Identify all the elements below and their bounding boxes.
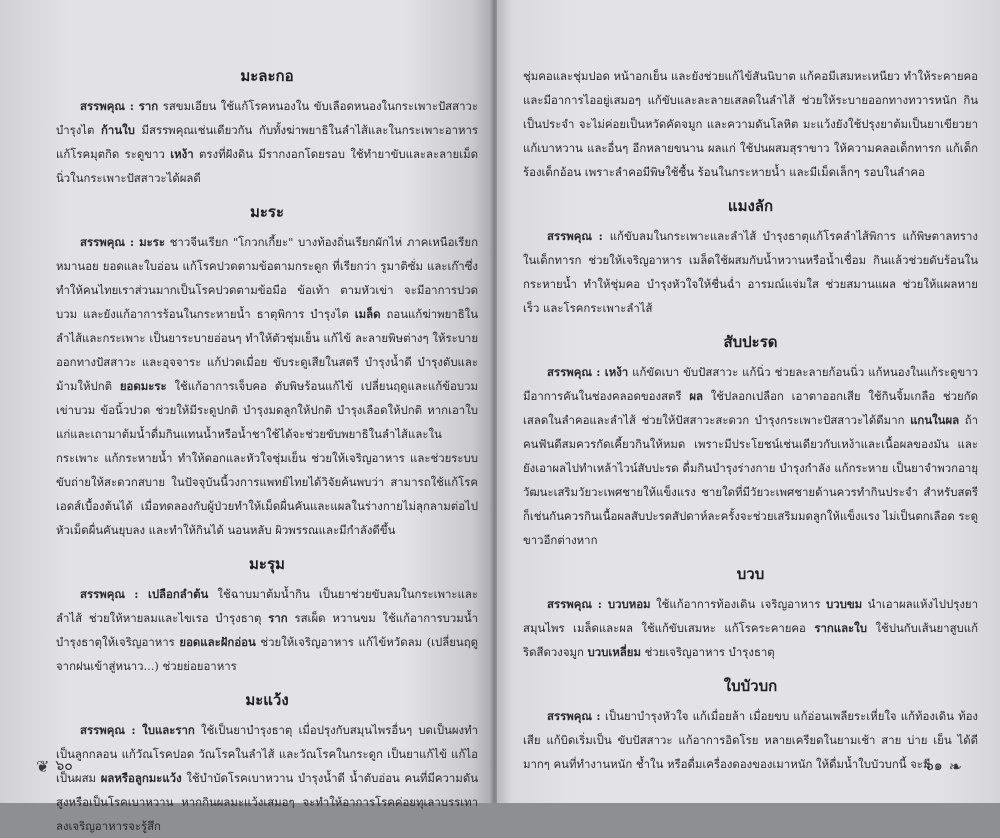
- body-text: ใช้ปลอกเปลือก เอาตาออกเสีย ใช้กินจิ้มเกลือ ช่วยกัดเสลดในลำคอและลำไส้ ช่วยให้ปัสสาวะสะดวก บำรุงกระเพาะปัสสาวะได้ดีมาก: [523, 389, 978, 427]
- section-paragraph: [56, 94, 478, 190]
- body-text: ใช้แก้อาการท้องเดิน เจริญอาหาร: [650, 597, 826, 611]
- section-paragraph: [523, 704, 978, 776]
- section-heading: แมงลัก: [727, 197, 774, 215]
- bold-term: ยอดและฝักอ่อน: [179, 635, 256, 649]
- bold-term: ก้านใบ: [101, 123, 135, 137]
- bold-term: ยอดมะระ: [119, 379, 167, 393]
- ornament-icon: ❦: [36, 756, 50, 776]
- section-heading: มะรุม: [249, 555, 285, 573]
- bold-term: เหง้า: [604, 365, 629, 379]
- body-text: ใช้เป็นยาบำรุงธาตุ เมื่อปรุงกับสมุนไพรอื่นๆ บดเป็นผงทำเป็นลูกกลอน แก้วัณโรคปอด วัณโรคในลำไส้ และวัณโรคในกระดูก เป็นยาแก้ไข้ แก้ไอเป็นผสม: [56, 723, 478, 785]
- body-text: ถ้าคนฟันดีสมควรกัดเคี้ยวกินให้หมด เพราะมีประโยชน์เช่นเดียวกับเหง้าและเนื้อผลของมัน และยังเอาผลไปทำเหล้าไวน์สับปะรด ดื่มกินบำรุงร่างกาย บำรุงกำลัง แก้กระหาย เป็นยาจำพวกอายุวัฒนะเสริมวัยวะเพศชายให้แข็งแรง ชายใดที่มีวัยวะเพศชายด้านควรทำกินประจำ สำหรับสตรีก็เช่นกันควรกินเนื้อผลสับปะรดสัปดาห์ละครั้งจะช่วยเสริมมดลูกให้แข็งแรง ไม่เป็นตกเลือด ระดูขาวอีกต่างหาก: [523, 413, 978, 547]
- bold-term: สรรพคุณ :: [547, 709, 606, 723]
- section-heading: สับปะรด: [723, 333, 778, 351]
- bold-term: สรรพคุณ :: [80, 99, 139, 113]
- section-heading: ใบบัวบก: [723, 677, 778, 695]
- section-paragraph: [523, 64, 978, 184]
- body-text: แก้ขัดเบา ขับปัสสาวะ แก้นิ่ว ช่วยละลายก้อนนิ่ว แก้หนองในแก้ระดูขาว มีอาการคันในช่องคลอดของสตรี: [523, 365, 979, 403]
- section-heading: บวบ: [736, 565, 765, 583]
- bold-term: บวบหอม: [607, 597, 651, 611]
- section-paragraph: [523, 360, 978, 552]
- bold-term: เหง้า: [170, 147, 194, 161]
- body-text: ใช้ฉาบมาต้มน้ำกิน เป็นยาช่วยขับลมในกระเพาะและลำไส้ ช่วยให้หายลมและไขเรอ บำรุงธาตุ: [56, 587, 478, 625]
- bold-term: สรรพคุณ :: [80, 723, 143, 737]
- body-text: เป็นยาบำรุงหัวใจ แก้เมื่อยล้า เมื่อยขบ แก้อ่อนเพลียระเหี่ยใจ แก้ท้องเดิน ท้องเสีย แก้บิดเริ่มเป็น ขับปัสสาวะ แก้อาการอิดโรย หลายเครียดในยามเช้า สาย บ่าย เย็น ได้ดีมากๆ คนที่ทำงานหนัก ช้ำใน หรือดื่มเครื่องดองของเมาหนัก ให้ดื่มน้ำใบบัวบกนี้ จะมี: [523, 709, 978, 771]
- section-paragraph: [56, 230, 478, 542]
- section-heading: มะระ: [249, 203, 285, 221]
- right-folio-text: ๖๑: [924, 758, 943, 774]
- right-page-number: [925, 755, 962, 777]
- section-paragraph: [56, 718, 478, 838]
- right-page: [497, 0, 1000, 803]
- body-text: นำเอาผลแห้งไปปรุงยาสมุนไพร เมล็ดและผล ใช้แก้ขับเสมหะ แก้โรคระคายคอ: [523, 597, 978, 635]
- bold-term: ราก: [268, 611, 288, 625]
- section-heading: มะละกอ: [240, 67, 294, 85]
- left-page-number: [36, 755, 73, 777]
- bold-term: เมล็ด: [354, 307, 381, 321]
- body-text: ใช้ปนกับเส้นยาสูบแก้ริดสีดวงจมูก: [523, 621, 979, 659]
- left-folio-text: ๖๐: [55, 758, 73, 774]
- body-text: ชาวจีนเรียก "โกวกเกี้ยะ" บางท้องถิ่นเรียกผักไห่ ภาคเหนือเรียกหมานอย ยอดและใบอ่อน แก้โรคปวดตามข้อตามกระดูก ที่เรียกว่า รูมาติซั่ม และเก๊าซึ่งทำให้คนไทยเราส่วนมากเป็นโรคปวดตามข้อมือ ข้อเท้า ตามหัวเข่า จะมีอาการปวดบวม และยังแก้อาการร้อนในกระหายน้ำ ธาตุพิการ บำรุงไต: [56, 235, 478, 321]
- bold-term: บวบเหลี่ยม: [587, 645, 641, 659]
- body-text: มีสรรพคุณเช่นเดียวกัน กับทั้งฆ่าพยาธิในลำไส้และในกระเพาะอาหาร แก้โรคมุตกิด ระดูขาว: [56, 123, 479, 161]
- bold-term: ใบและราก: [142, 723, 195, 737]
- bold-term: เปลือกลำต้น: [147, 587, 209, 601]
- body-text: ช่วยให้เจริญอาหาร แก้ไข้หวัดลม (เปลี่ยนฤดู จากฝนเข้าสู่หนาว...) ช่วยย่อยอาหาร: [56, 635, 478, 673]
- left-page: [0, 0, 492, 833]
- body-text: ตรงที่ฝังดิน มีรากงอกโดยรอบ ใช้ทำยาขับและละลายเม็ดนิ่วในกระเพาะปัสสาวะได้ผลดี: [56, 147, 479, 185]
- body-text: ใช้แก้อาการเจ็บคอ ตับพิษร้อนแก้ไข้ เปลี่ยนฤดูและแก้ข้อบวม เข่าบวม ข้อนิ้วปวด ช่วยให้มีระดูปกติ บำรุงมดลูกให้ปกติ บำรุงเลือดให้ปกติ หากเอาใบแก่และเถามาต้มน้ำดื่มกินแทนน้ำหรือน้ำชาใช้ได้จะช่วยขับพยาธิในลำไส้และในกระเพาะ แก้กระหายน้ำ ทำให้ดอกและหัวใจชุ่มเย็น ช่วยให้เจริญอาหาร และช่วยระบบขับถ่ายให้สะดวกสบาย ในปัจจุบันนี้วงการแพทย์ไทยได้วิจัยค้นพบว่า สามารถใช้แก้โรคเอดส์เบื้องต้นได้ เมื่อทดลองกับผู้ป่วยทำให้เม็ดผื่นคันและแผลในร่างกายไม่ลุกลามต่อไป หัวเม็ดผื่นคันยุบลง และทำให้กินได้ นอนหลับ ผิวพรรณและมีกำลังดีขึ้น: [56, 379, 478, 537]
- section-paragraph: [523, 224, 978, 320]
- bold-term: สรรพคุณ :: [547, 597, 608, 611]
- bold-term: ราก: [138, 99, 159, 113]
- bold-term: บวบขม: [825, 597, 863, 611]
- section-paragraph: [523, 592, 978, 664]
- section-paragraph: [56, 582, 478, 678]
- body-text: ช่วยเจริญอาหาร บำรุงธาตุ: [640, 645, 775, 659]
- bold-term: ผล: [689, 389, 703, 403]
- body-text: รสเผ็ด หวานขม ใช้แก้อาการบวมน้ำ บำรุงธาตุให้เจริญอาหาร: [56, 611, 479, 649]
- body-text: แก้ขับลมในกระเพาะและลำไส้ บำรุงธาตุแก้โรคลำไส้พิการ แก้พิษตาลทรางในเด็กทารก ช่วยให้เจริญอาหาร เมล็ดใช้ผสมกับน้ำหวานหรือน้ำเชื่อม กินแล้วช่วยดับร้อนในกระหายน้ำ ทำให้ชุ่มคอ บำรุงหัวใจให้ชื่นฉ่ำ อารมณ์แจ่มใส ช่วยสมานแผล ช่วยให้แผลหายเร็ว และโรคกระเพาะลำไส้: [523, 229, 978, 315]
- ornament-icon: ❧: [948, 756, 962, 776]
- bold-term: สรรพคุณ :: [80, 587, 148, 601]
- bold-term: รากและใบ: [814, 621, 867, 635]
- body-text: ใช้บำบัดโรคเบาหวาน บำรุงน้ำดี น้ำตับอ่อน คนที่มีความดันสูงหรือเป็นโรคเบาหวาน หากกินผลมะแว้งเสมอๆ จะทำให้อาการโรคค่อยทุเลาบรรเทาลงเจริญอาหารจะรู้สึก: [56, 771, 479, 833]
- section-heading: มะแว้ง: [245, 691, 289, 709]
- bold-term: สรรพคุณ :: [547, 365, 605, 379]
- bold-term: สรรพคุณ : มะระ: [80, 235, 166, 249]
- body-text: ชุ่มคอและชุ่มปอด หน้าอกเย็น และยังช่วยแก้ไข้สันนิบาต แก้คอมีเสมหะเหนียว ทำให้ระคายคอ และมีอาการไออยู่เสมอๆ แก้ขับและละลายเสลดในลำไส้ ช่วยให้ระบายออกทางทวารหนัก กินเป็นประจำ จะไม่ค่อยเป็นหวัดคัดจมูก และความดันโลหิต มะแว้งยังใช้ปรุงยาต้มเป็นยาเขียวยาแก้เบาหวาน และอื่นๆ อีกหลายขนาน ผลแก่ ใช้ปนผสมสุราขาว ให้ความคลอเด็กทารก แก้เด็กร้องเด็กอ้อน เพราะลำคอมีพิษใช้ซื้น ร้อนในกระหายน้ำ และมีเม็ดเล็กๆ รอบในลำคอ: [523, 69, 978, 179]
- bold-term: ผลหรือลูกมะแว้ง: [100, 771, 182, 785]
- bold-term: แกนในผล: [910, 413, 960, 427]
- body-text: รสขมเอียน ใช้แก้โรคหนองใน ขับเลือดหนองในกระเพาะปัสสาวะ บำรุงไต: [56, 99, 478, 137]
- bold-term: สรรพคุณ :: [547, 229, 610, 243]
- body-text: ถอนแก้ฆ่าพยาธิในลำไส้และกระเพาะ เป็นยาระบายอ่อนๆ ทำให้ตัวชุ่มเย็น แก้ไข้ ละลายพิษต่างๆ ให้ระบายออกทางปัสสาวะ และอุจจาระ แก้ปวดเมื่อย ขับระดูเสียในสตรี บำรุงน้ำดี บำรุงตับและม้ามให้ปกติ: [56, 307, 478, 393]
